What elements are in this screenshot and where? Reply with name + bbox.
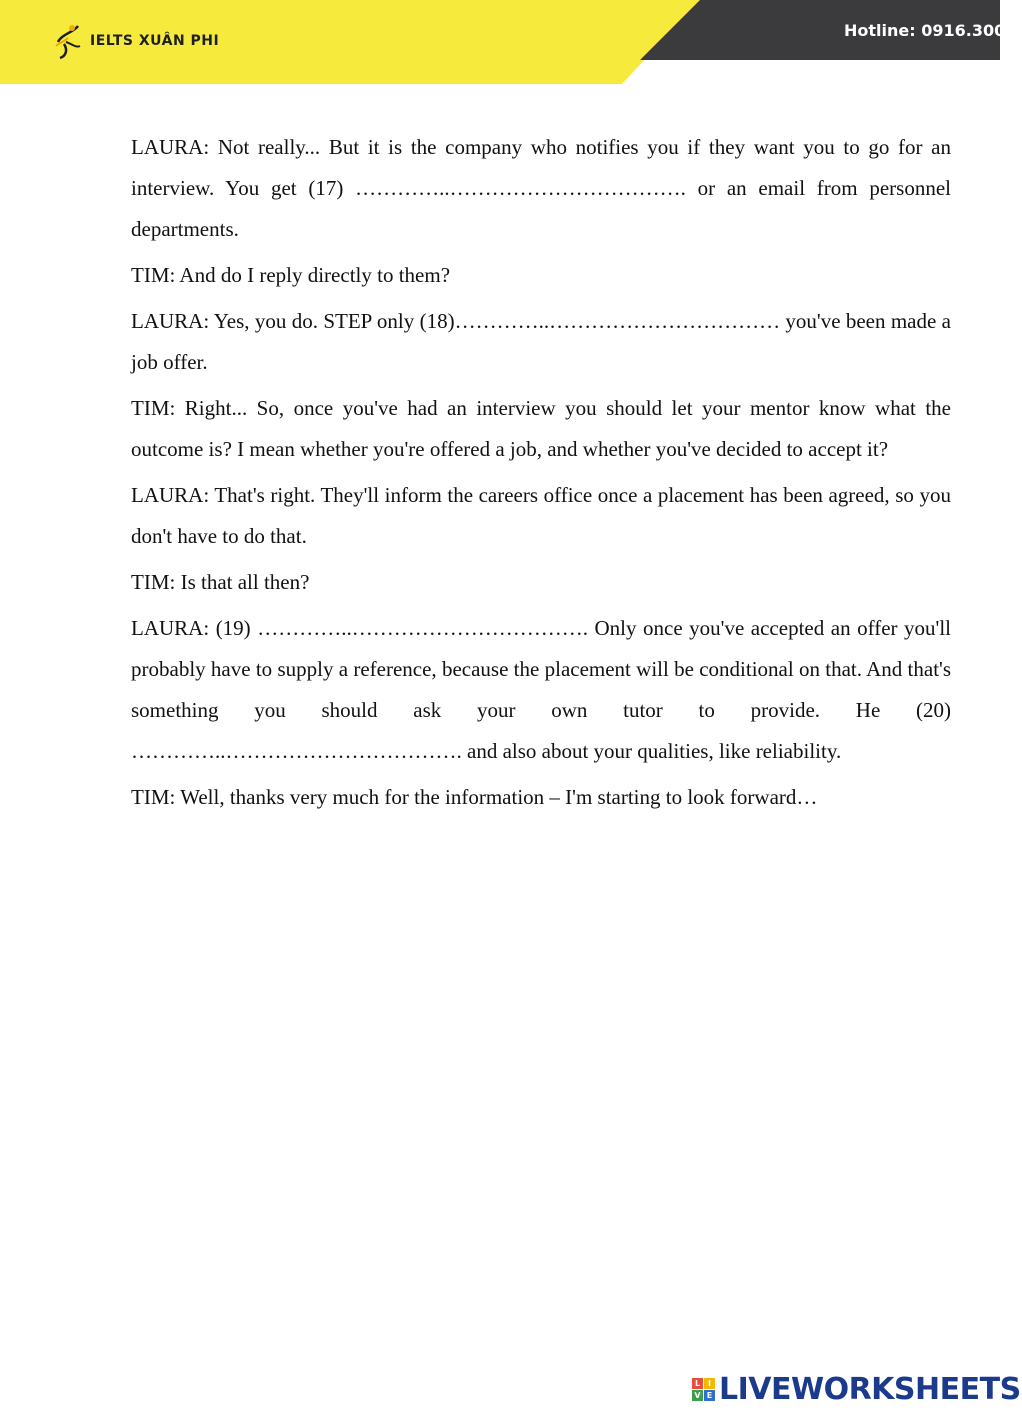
liveworksheets-text: LIVEWORKSHEETS xyxy=(719,1372,1021,1407)
logo-letter-i: I xyxy=(704,1378,715,1389)
dialogue-line: LAURA: (19) …………..……………………………. Only once you've accepted an offer you'll probably have to supply a reference, because the placement will be conditional on that. And that's something you should ask your own tutor to provide. He (20) …………..……………………………. and also about your qualities, like reliability. xyxy=(131,616,951,763)
dialogue-line: TIM: Is that all then? xyxy=(131,570,310,594)
liveworksheets-logo-icon xyxy=(692,1378,715,1401)
dialogue-line: LAURA: Yes, you do. STEP only (18)…………..…………………………… you've been made a job offer. xyxy=(131,309,951,374)
dialogue-line: TIM: Well, thanks very much for the information – I'm starting to look forward… xyxy=(131,785,818,809)
dialogue-transcript xyxy=(131,127,951,823)
dialogue-line: LAURA: Not really... But it is the company who notifies you if they want you to go for an interview. You get (17) …………..……………………………. or an email from personnel departments. xyxy=(131,135,951,241)
page-header xyxy=(0,0,1022,84)
logo-letter-v: V xyxy=(692,1390,703,1401)
liveworksheets-brand[interactable] xyxy=(692,1372,1021,1407)
dialogue-line: LAURA: That's right. They'll inform the careers office once a placement has been agreed, so you don't have to do that. xyxy=(131,483,951,548)
logo-text: IELTS XUÂN PHI xyxy=(90,33,220,49)
logo-letter-e: E xyxy=(704,1390,715,1401)
dialogue-line: TIM: Right... So, once you've had an interview you should let your mentor know what the outcome is? I mean whether you're offered a job, and whether you've decided to accept it? xyxy=(131,396,951,461)
dialogue-line: TIM: And do I reply directly to them? xyxy=(131,263,451,287)
logo[interactable] xyxy=(52,22,219,60)
runner-logo-icon xyxy=(52,22,86,60)
hotline-text: Hotline: 0916.300.7 xyxy=(844,21,1022,40)
logo-letter-l: L xyxy=(692,1378,703,1389)
